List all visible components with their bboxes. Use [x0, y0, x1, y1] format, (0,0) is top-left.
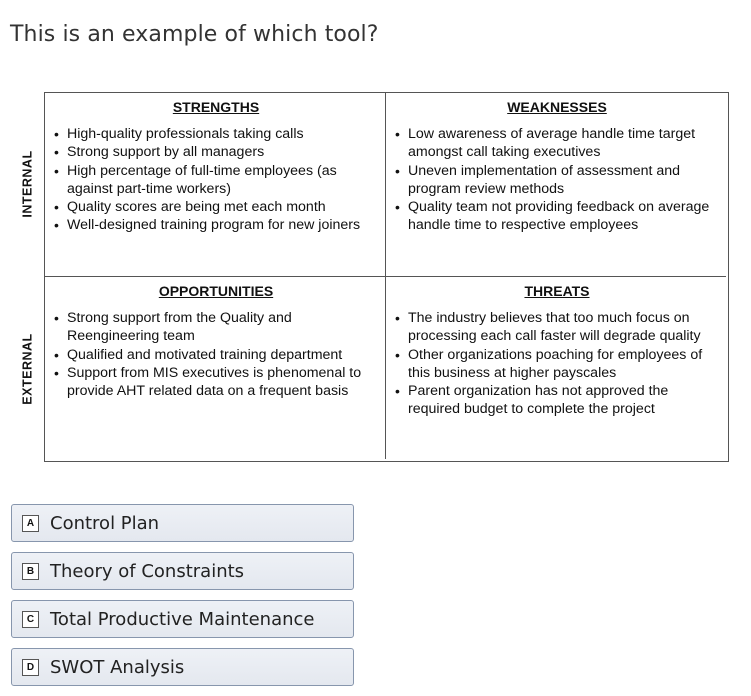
threats-cell	[385, 276, 726, 459]
option-label: Theory of Constraints	[50, 560, 245, 582]
option-letter-badge: C	[22, 611, 39, 628]
list-item: • Uneven implementation of assessment and program review methods	[408, 162, 720, 199]
option-label: SWOT Analysis	[50, 656, 185, 678]
strengths-list	[53, 125, 379, 235]
option-d-button[interactable]	[11, 648, 354, 686]
list-item: • High percentage of full-time employees (as against part-time workers)	[67, 162, 379, 199]
list-item: • Other organizations poaching for employees of this business at higher payscales	[408, 346, 720, 383]
strengths-cell	[45, 93, 385, 276]
list-item: • Well-designed training program for new joiners	[67, 216, 379, 234]
option-letter-badge: D	[22, 659, 39, 676]
opportunities-list	[53, 309, 379, 400]
option-label: Total Productive Maintenance	[50, 608, 315, 630]
list-item: • Support from MIS executives is phenomenal to provide AHT related data on a frequent basis	[67, 364, 379, 401]
threats-title: THREATS	[524, 283, 590, 299]
list-item: • Quality team not providing feedback on average handle time to respective employees	[408, 198, 720, 235]
option-c-button[interactable]	[11, 600, 354, 638]
option-letter-badge: A	[22, 515, 39, 532]
option-b-button[interactable]	[11, 552, 354, 590]
weaknesses-cell	[385, 93, 726, 276]
list-item: • High-quality professionals taking calls	[67, 125, 379, 143]
weaknesses-title: WEAKNESSES	[507, 99, 607, 115]
list-item: • Strong support by all managers	[67, 143, 379, 161]
swot-grid	[44, 92, 729, 462]
opportunities-title: OPPORTUNITIES	[158, 283, 274, 299]
swot-diagram	[14, 92, 728, 462]
opportunities-cell	[45, 276, 385, 459]
option-letter-badge: B	[22, 563, 39, 580]
list-item: • Quality scores are being met each month	[67, 198, 379, 216]
strengths-title: STRENGTHS	[172, 99, 260, 115]
threats-list	[394, 309, 720, 419]
option-label: Control Plan	[50, 512, 160, 534]
question-text: This is an example of which tool?	[10, 22, 379, 47]
internal-label: INTERNAL	[21, 149, 36, 218]
option-a-button[interactable]	[11, 504, 354, 542]
external-label: EXTERNAL	[21, 332, 35, 405]
list-item: • The industry believes that too much focus on processing each call faster will degrade quality	[408, 309, 720, 346]
list-item: • Qualified and motivated training department	[67, 346, 379, 364]
list-item: • Low awareness of average handle time target amongst call taking executives	[408, 125, 720, 162]
list-item: • Parent organization has not approved the required budget to complete the project	[408, 382, 720, 419]
list-item: • Strong support from the Quality and Reengineering team	[67, 309, 379, 346]
weaknesses-list	[394, 125, 720, 235]
